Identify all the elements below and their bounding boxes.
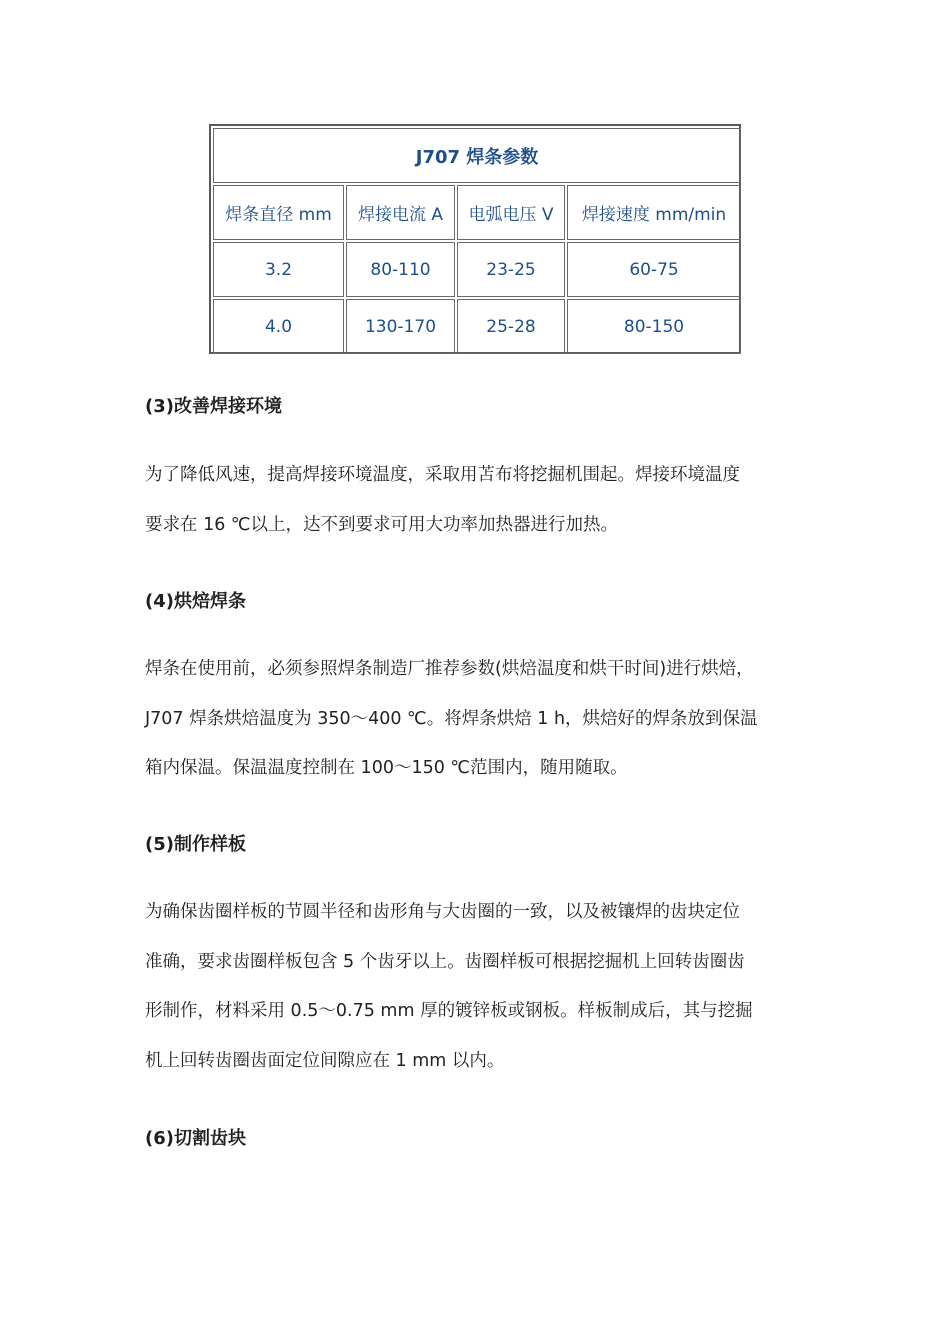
section-heading-make-template: (5)制作样板 bbox=[145, 834, 246, 855]
table-cell: 23-25 bbox=[457, 242, 565, 297]
header-electrode-diameter: 焊条直径 mm bbox=[213, 185, 344, 240]
table-cell: 60-75 bbox=[567, 242, 741, 297]
paragraph-line: 准确，要求齿圈样板包含 5 个齿牙以上。齿圈样板可根据挖掘机上回转齿圈齿 bbox=[145, 951, 745, 972]
table-header-row bbox=[213, 185, 741, 240]
section-paragraph-make-template bbox=[145, 888, 805, 1086]
table-cell: 130-170 bbox=[346, 299, 455, 354]
parameters-table bbox=[209, 124, 741, 354]
table-cell: 80-150 bbox=[567, 299, 741, 354]
section-heading-bake-electrodes: (4)烘焙焊条 bbox=[145, 591, 246, 612]
paragraph-line: 焊条在使用前，必须参照焊条制造厂推荐参数(烘焙温度和烘干时间)进行烘焙， bbox=[145, 659, 754, 679]
table-cell: 3.2 bbox=[213, 242, 344, 297]
parameters-table-grid bbox=[211, 126, 743, 356]
section-paragraph-improve-environment bbox=[145, 451, 805, 550]
paragraph-line: 为了降低风速，提高焊接环境温度，采取用苫布将挖掘机围起。焊接环境温度 bbox=[145, 465, 740, 485]
table-row bbox=[213, 242, 741, 297]
header-welding-current: 焊接电流 A bbox=[346, 185, 455, 240]
header-arc-voltage: 电弧电压 V bbox=[457, 185, 565, 240]
table-title: J707 焊条参数 bbox=[213, 128, 741, 183]
paragraph-line: 箱内保温。保温温度控制在 100～150 ℃范围内，随用随取。 bbox=[145, 758, 628, 778]
section-paragraph-bake-electrodes bbox=[145, 645, 805, 794]
section-heading-cut-tooth-blocks: (6)切割齿块 bbox=[145, 1128, 246, 1149]
paragraph-line: 形制作，材料采用 0.5～0.75 mm 厚的镀锌板或钢板。样板制成后，其与挖掘 bbox=[145, 1001, 753, 1021]
table-cell: 4.0 bbox=[213, 299, 344, 354]
paragraph-line: J707 焊条烘焙温度为 350～400 ℃。将焊条烘焙 1 h，烘焙好的焊条放到保温 bbox=[145, 708, 758, 729]
table-row bbox=[213, 299, 741, 354]
paragraph-line: 要求在 16 ℃以上，达不到要求可用大功率加热器进行加热。 bbox=[145, 514, 619, 535]
table-title-row bbox=[213, 128, 741, 183]
paragraph-line: 机上回转齿圈齿面定位间隙应在 1 mm 以内。 bbox=[145, 1050, 505, 1071]
paragraph-line: 为确保齿圈样板的节圆半径和齿形角与大齿圈的一致，以及被镶焊的齿块定位 bbox=[145, 902, 740, 922]
section-heading-improve-environment: (3)改善焊接环境 bbox=[145, 396, 282, 417]
table-cell: 25-28 bbox=[457, 299, 565, 354]
table-cell: 80-110 bbox=[346, 242, 455, 297]
header-welding-speed: 焊接速度 mm/min bbox=[567, 185, 741, 240]
